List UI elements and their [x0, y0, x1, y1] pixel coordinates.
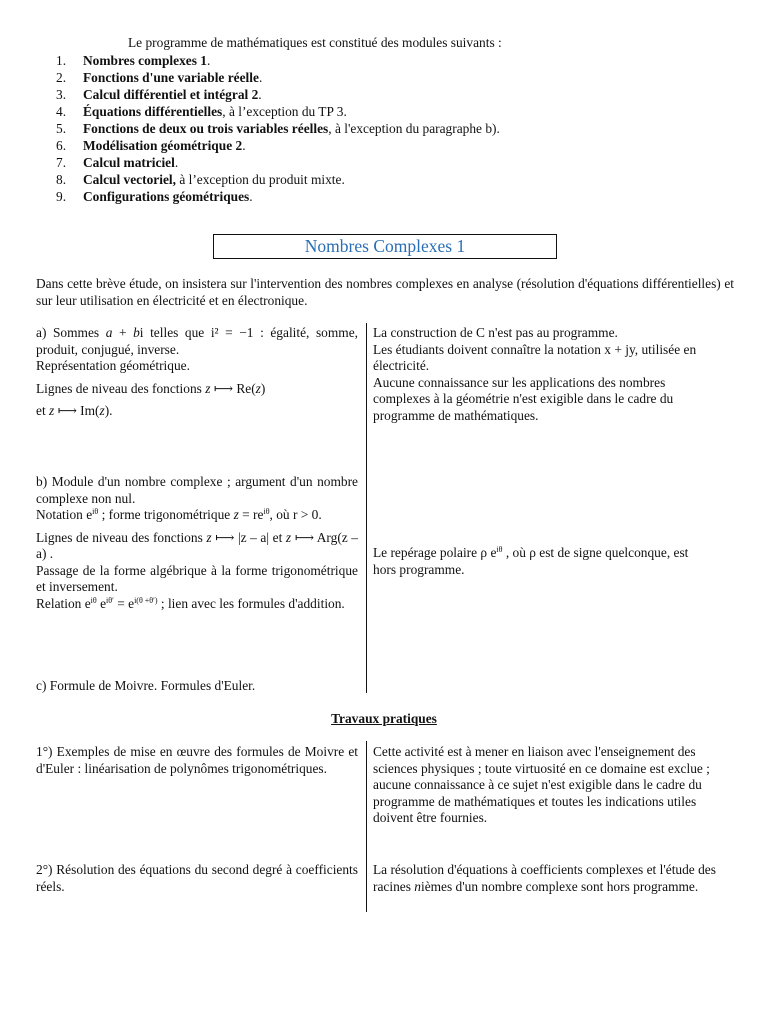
tp2-right: La résolution d'équations à coefficients complexes et l'étude des racines nièmes d'un nombre complexe sont hors programme. — [373, 862, 716, 894]
module-list — [56, 52, 500, 205]
section-a-remarks — [373, 325, 723, 424]
section-a-line1: a) Sommes a + bi telles que i² = −1 : égalité, somme, produit, conjugué, inverse. — [36, 325, 359, 357]
module-item: 7. Calcul matriciel. — [56, 155, 179, 170]
section-a-line4: et z ⟼ Im(z). — [36, 403, 113, 418]
remark-a-line3: électricité. — [373, 358, 430, 373]
module-item: 6. Modélisation géométrique 2. — [56, 138, 246, 153]
section-a-line2: Représentation géométrique. — [36, 358, 190, 373]
module-item: 3. Calcul différentiel et intégral 2. — [56, 87, 262, 102]
module-item: 9. Configurations géométriques. — [56, 189, 253, 204]
section-b-level-lines: Lignes de niveau des fonctions z ⟼ |z – a| et z ⟼ Arg(z – a) . — [36, 529, 359, 561]
section-a-line3: Lignes de niveau des fonctions z ⟼ Re(z) — [36, 380, 266, 396]
module-item: 8. Calcul vectoriel, à l’exception du produit mixte. — [56, 172, 345, 187]
column-divider — [366, 323, 367, 693]
module-item: 2. Fonctions d'une variable réelle. — [56, 70, 263, 85]
tp1-right: Cette activité est à mener en liaison avec l'enseignement des sciences physiques ; toute virtuosité en ce domaine est exclue ; aucune connaissance à ce sujet n'est exigible dans le cadre du programme de mathématiques et toutes les indications utiles doivent être fournies. — [373, 744, 710, 825]
section-title: Nombres Complexes 1 — [213, 234, 557, 259]
section-b-relation: Relation $e^{i\theta}$ $e^{i\theta'} = e^{i(\theta +\theta')}$ ; lien avec les formules d'addition. — [36, 595, 345, 611]
section-b-remarks — [373, 545, 723, 578]
remark-a-line4: Aucune connaissance sur les applications des nombres complexes à la géométrie n'est exigible dans le cadre du programme de mathématiques. — [373, 374, 674, 423]
tp1-left: 1°) Exemples de mise en œuvre des formules de Moivre et d'Euler : linéarisation de polynômes trigonométriques. — [36, 744, 358, 776]
remark-a-line1: La construction de C n'est pas au programme. — [373, 325, 618, 340]
module-item: 4. Équations différentielles, à l’exception du TP 3. — [56, 104, 347, 119]
section-a-content — [36, 325, 358, 420]
intro-paragraph: Dans cette brève étude, on insistera sur l'intervention des nombres complexes en analyse (résolution d'équations différentielles) et sur leur utilisation en électricité et en électronique. — [36, 276, 734, 308]
section-b-content — [36, 474, 358, 612]
tp-column-divider — [366, 741, 367, 912]
module-item: 5. Fonctions de deux ou trois variables réelles, à l'exception du paragraphe b). — [56, 121, 500, 136]
section-b-passage: Passage de la forme algébrique à la forme trigonométrique et inversement. — [36, 562, 358, 594]
remark-b-line2: hors programme. — [373, 561, 465, 577]
intro-text: Le programme de mathématiques est constitué des modules suivants : — [128, 35, 502, 50]
section-c: c) Formule de Moivre. Formules d'Euler. — [36, 678, 256, 693]
section-b-notation: Notation $e^{i\theta}$ ; forme trigonométrique $z = re^{i\theta}$, où r > 0. — [36, 507, 322, 522]
tp2-left: 2°) Résolution des équations du second degré à coefficients réels. — [36, 862, 358, 894]
remark-b-line1: Le repérage polaire ρ $e^{i\theta}$ , où ρ est de signe quelconque, est — [373, 545, 689, 560]
tp-title: Travaux pratiques — [331, 711, 437, 726]
section-b-line1: b) Module d'un nombre complexe ; argument d'un nombre complexe non nul. — [36, 474, 358, 506]
remark-a-line2: Les étudiants doivent connaître la notation x + jy, utilisée en — [373, 341, 697, 357]
module-item: 1. Nombres complexes 1. — [56, 53, 211, 68]
